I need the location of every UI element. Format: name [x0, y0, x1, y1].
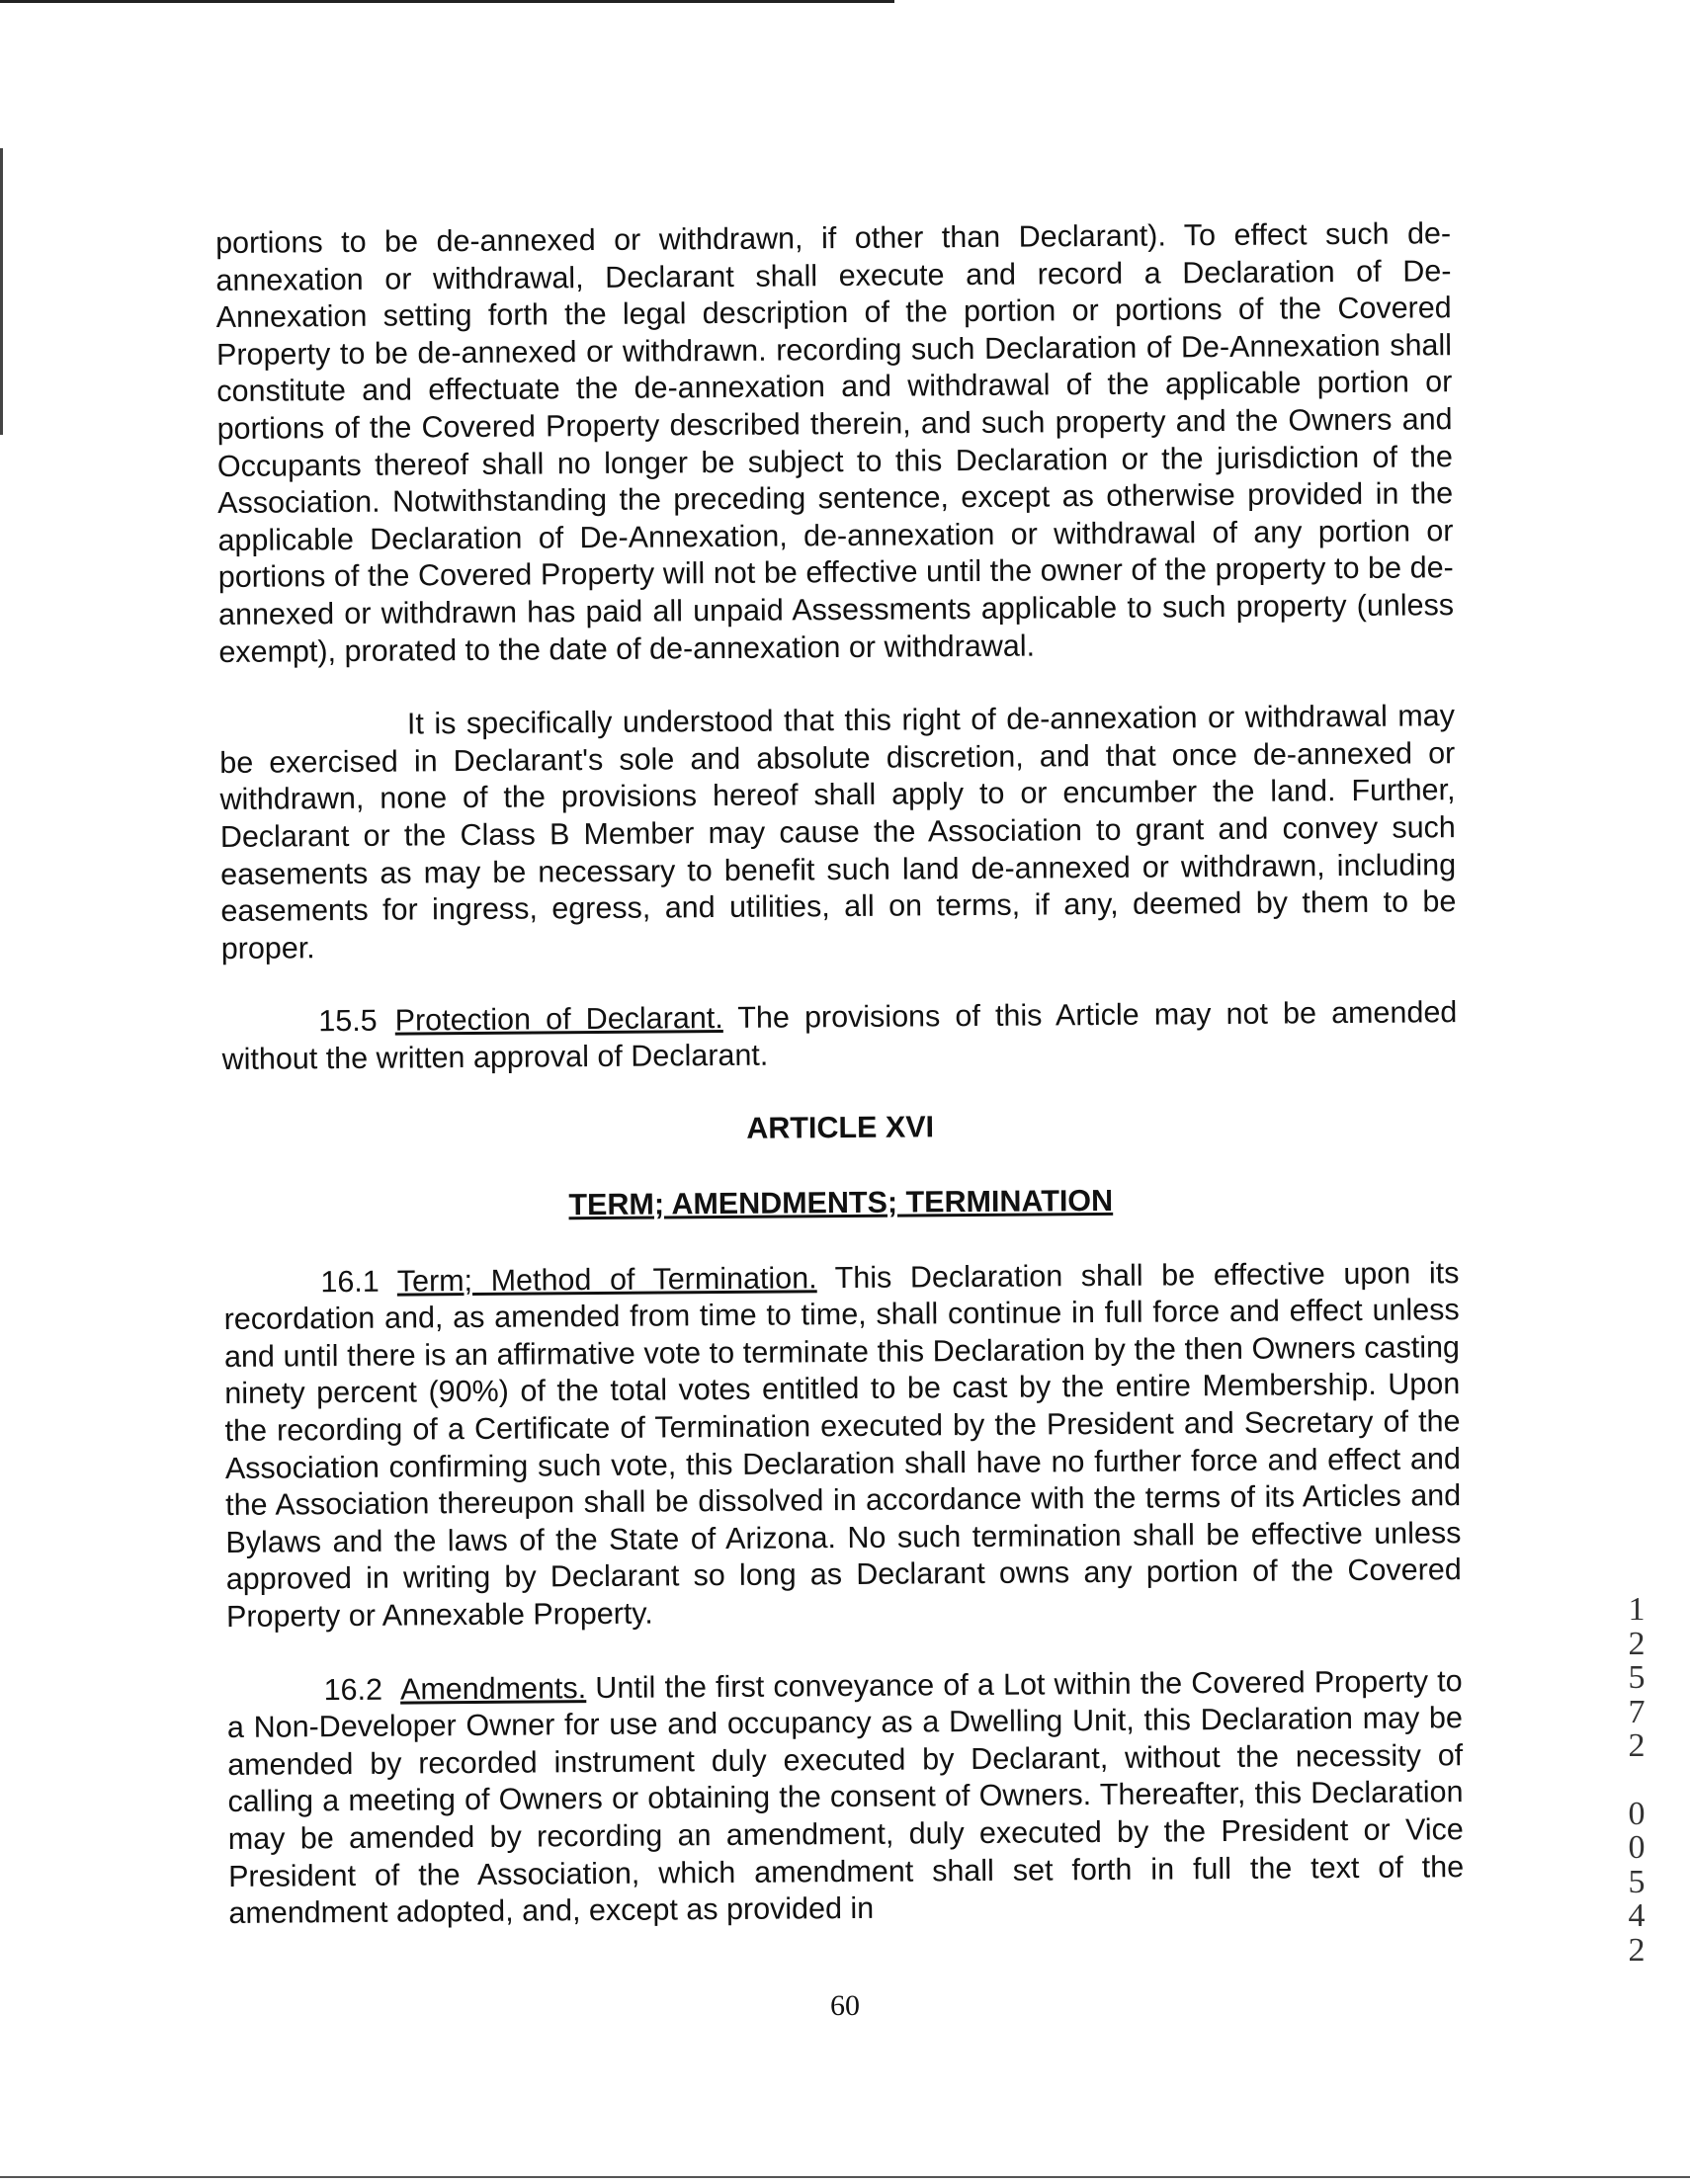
section-15-5-title: Protection of Declarant. — [394, 1001, 723, 1038]
section-16-1-text: This Declaration shall be effective upon its recordation and, as amended from time to time, shall continue in full force and effect unless and until there is an affirmative vote to terminate this Declaration by the then Owners casting ninety percent (90%) of the total votes entitled to be cast by the entire Membership. Upon the recording of a Certificate of Termination executed by the President and Secretary of the Association confirming such vote, this Declaration shall have no further force and effect and the Association thereupon shall be dissolved in accordance with the terms of its Articles and Bylaws and the laws of the State of Arizona. No such termination shall be effective unless approved in writing by Declarant so long as Declarant owns any portion of the Covered Property or Annexable Property. — [223, 1255, 1462, 1634]
paragraph-de-annexation-discretion: It is specifically understood that this right of de-annexation or withdrawal may be exercised in Declarant's sole and absolute discretion, and that once de-annexed or withdrawn, none of the provisions hereof shall apply to or encumber the land. Further, Declarant or the Class B Member may cause the Association to grant and convey such easements as may be necessary to benefit such land de-annexed or withdrawn, including easements for ingress, egress, and utilities, all on terms, if any, deemed by them to be proper. — [219, 699, 1457, 966]
scan-bottom-edge — [0, 2176, 1690, 2178]
section-16-1 — [223, 1255, 1462, 1637]
paragraph-de-annexation-continued: portions to be de-annexed or withdrawn, if other than Declarant). To effect such de-annexation or withdrawal, Declarant shall execute and record a Declaration of De-Annexation setting forth the legal description of the portion or portions of the Covered Property to be de-annexed or withdrawn. recording such Declaration of De-Annexation shall constitute and effectuate the de-annexation and withdrawal of the applicable portion or portions of the Covered Property described therein, and such property and the Owners and Occupants thereof shall no longer be subject to this Declaration or the jurisdiction of the Association. Notwithstanding the preceding sentence, except as otherwise provided in the applicable Declaration of De-Annexation, de-annexation or withdrawal of any portion or portions of the Covered Property will not be effective until the owner of the property to be de-annexed or withdrawn has paid all unpaid Assessments applicable to such property (unless exempt), prorated to the date of de-annexation or withdrawal. — [215, 216, 1455, 669]
scan-top-edge — [0, 0, 894, 3]
stamp-digit: 1 — [1628, 1591, 1646, 1628]
scan-left-edge — [0, 148, 3, 435]
article-subheading: TERM; AMENDMENTS; TERMINATION — [568, 1183, 1114, 1222]
section-16-2-title: Amendments. — [399, 1670, 587, 1707]
section-16-2 — [227, 1663, 1465, 1933]
stamp-digit: 2 — [1628, 1625, 1646, 1662]
stamp-digit: 4 — [1628, 1897, 1646, 1934]
section-16-1-title: Term; Method of Termination. — [396, 1260, 817, 1299]
section-16-1-number: 16.1 — [320, 1264, 380, 1299]
section-16-2-number: 16.2 — [323, 1672, 383, 1707]
section-15-5-text: The provisions of this Article may not be amended without the written approval of Declarant. — [221, 995, 1458, 1076]
stamp-digit: 5 — [1628, 1659, 1646, 1696]
recording-number-stamp — [1617, 1593, 1656, 1968]
stamp-digit: 7 — [1628, 1693, 1646, 1730]
section-15-5 — [221, 994, 1458, 1078]
stamp-digit: 2 — [1628, 1727, 1646, 1764]
article-heading: ARTICLE XVI — [746, 1110, 935, 1146]
page-number: 60 — [830, 1989, 860, 2022]
document-page — [215, 215, 1465, 1970]
section-16-2-text: Until the first conveyance of a Lot within the Covered Property to a Non-Developer Owner for use and occupancy as a Dwelling Unit, this Declaration may be amended by recorded instrument duly executed by Declarant, without the necessity of calling a meeting of Owners or obtaining the consent of Owners. Thereafter, this Declaration may be amended by recording an amendment, duly executed by the President or Vice President of the Association, which amendment shall set forth in full the text of the amendment adopted, and, except as provided in — [226, 1663, 1465, 1931]
stamp-digit: 0 — [1628, 1829, 1646, 1866]
section-15-5-number: 15.5 — [318, 1004, 378, 1039]
stamp-digit: 0 — [1628, 1795, 1646, 1832]
stamp-gap — [1617, 1764, 1656, 1798]
stamp-digit: 5 — [1628, 1863, 1646, 1900]
stamp-digit: 2 — [1628, 1931, 1646, 1969]
